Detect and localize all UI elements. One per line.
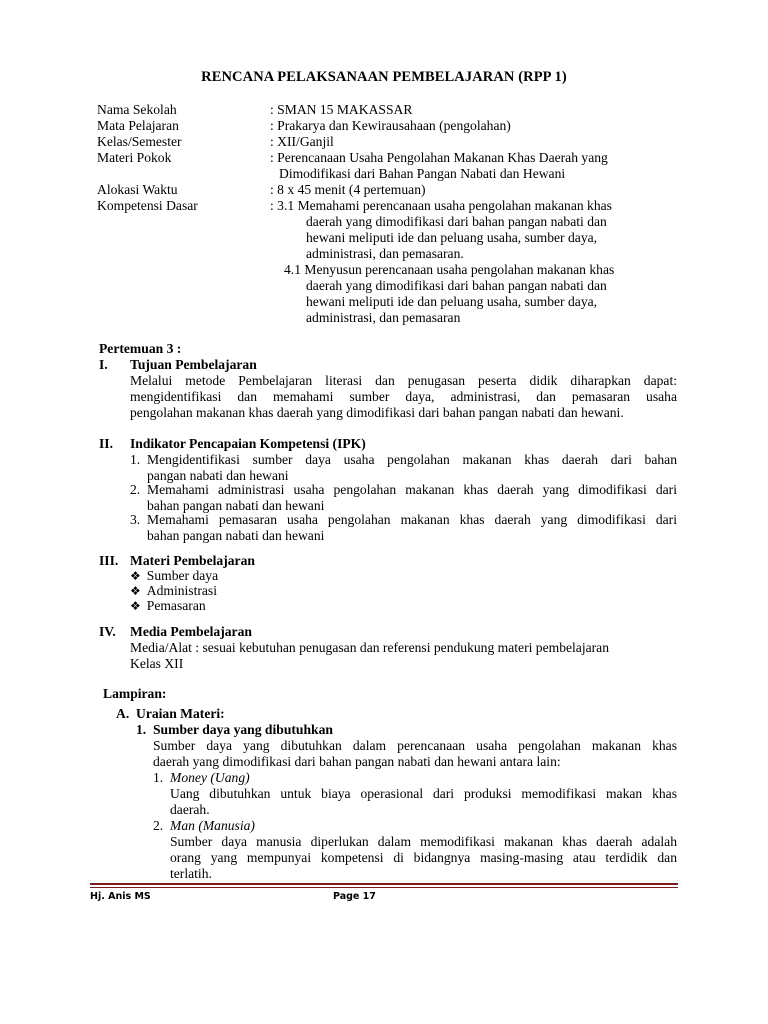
label-alokasi-waktu: Alokasi Waktu <box>97 182 178 197</box>
resource-title-man: Man (Manusia) <box>170 818 255 833</box>
list-item-line: Memahami pemasaran usaha pengolahan makanan khas daerah yang dimodifikasi dari <box>147 512 677 527</box>
paragraph-line: terlatih. <box>170 866 212 881</box>
value-kompetensi-dasar: : 3.1 Memahami perencanaan usaha pengolahan makanan khas <box>270 198 612 213</box>
resource-title-money: Money (Uang) <box>170 770 250 785</box>
footer-author: Hj. Anis MS <box>90 891 151 902</box>
value-kelas-semester: : XII/Ganjil <box>270 134 334 149</box>
bullet-item <box>130 583 217 599</box>
kd-line: hewani meliputi ide dan peluang usaha, sumber daya, <box>306 294 598 309</box>
label-kompetensi-dasar: Kompetensi Dasar <box>97 198 198 213</box>
section-number: III. <box>99 553 119 568</box>
list-number: 1. <box>130 452 141 467</box>
section-heading-materi: Materi Pembelajaran <box>130 553 255 568</box>
subsection-number: 1. <box>136 722 147 737</box>
paragraph-line: mengidentifikasi dan memahami sumber daya, administrasi, dan pemasaran usaha <box>130 389 677 404</box>
value-alokasi-waktu: : 8 x 45 menit (4 pertemuan) <box>270 182 426 197</box>
label-nama-sekolah: Nama Sekolah <box>97 102 177 117</box>
kd-line: administrasi, dan pemasaran <box>306 310 461 325</box>
list-number: 1. <box>153 770 164 785</box>
value-mata-pelajaran: : Prakarya dan Kewirausahaan (pengolahan) <box>270 118 511 133</box>
diamond-bullet-icon: ❖ <box>130 599 141 613</box>
value-materi-pokok-cont: Dimodifikasi dari Bahan Pangan Nabati dan Hewani <box>279 166 566 181</box>
list-item-line: Mengidentifikasi sumber daya usaha pengolahan makanan khas daerah dari bahan <box>147 452 677 467</box>
kd-line: daerah yang dimodifikasi dari bahan pangan nabati dan <box>306 214 607 229</box>
paragraph-line: daerah. <box>170 802 210 817</box>
list-item-line: bahan pangan nabati dan hewani <box>147 498 325 513</box>
paragraph-line: Kelas XII <box>130 656 184 671</box>
kd-line: daerah yang dimodifikasi dari bahan pangan nabati dan <box>306 278 607 293</box>
paragraph-line: Uang dibutuhkan untuk biaya operasional dari produksi memodifikasi makan khas <box>170 786 677 801</box>
value-materi-pokok: : Perencanaan Usaha Pengolahan Makanan Khas Daerah yang <box>270 150 608 165</box>
bullet-label: Pemasaran <box>146 598 206 613</box>
value-nama-sekolah: : SMAN 15 MAKASSAR <box>270 102 413 117</box>
appendix-heading: Uraian Materi: <box>136 706 225 721</box>
label-kelas-semester: Kelas/Semester <box>97 134 182 149</box>
bullet-item <box>130 598 206 614</box>
label-mata-pelajaran: Mata Pelajaran <box>97 118 179 133</box>
bullet-label: Sumber daya <box>146 568 219 583</box>
diamond-bullet-icon: ❖ <box>130 584 141 598</box>
paragraph-line: pengolahan makanan khas daerah yang dimodifikasi dari bahan pangan nabati dan hewani. <box>130 405 624 420</box>
document-title: RENCANA PELAKSANAAN PEMBELAJARAN (RPP 1) <box>201 69 567 85</box>
appendix-letter: A. <box>116 706 130 721</box>
subsection-heading: Sumber daya yang dibutuhkan <box>153 722 333 737</box>
section-number: IV. <box>99 624 116 639</box>
label-materi-pokok: Materi Pokok <box>97 150 172 165</box>
bullet-label: Administrasi <box>146 583 217 598</box>
kd-line: administrasi, dan pemasaran. <box>306 246 464 261</box>
section-heading-tujuan: Tujuan Pembelajaran <box>130 357 257 372</box>
diamond-bullet-icon: ❖ <box>130 569 141 583</box>
section-heading-ipk: Indikator Pencapaian Kompetensi (IPK) <box>130 436 366 451</box>
footer-divider-thin <box>90 887 678 888</box>
paragraph-line: Media/Alat : sesuai kebutuhan penugasan dan referensi pendukung materi pembelajaran <box>130 640 610 655</box>
paragraph-line: Sumber daya manusia diperlukan dalam memodifikasi makanan khas daerah adalah <box>170 834 677 849</box>
list-number: 3. <box>130 512 141 527</box>
list-number: 2. <box>153 818 164 833</box>
section-number: I. <box>99 357 108 372</box>
paragraph-line: orang yang mempunyai kompetensi di bidangnya masing-masing atau terdidik dan <box>170 850 677 865</box>
bullet-item <box>130 568 218 584</box>
footer-divider <box>90 883 678 885</box>
section-number: II. <box>99 436 113 451</box>
list-number: 2. <box>130 482 141 497</box>
kd-line: 4.1 Menyusun perencanaan usaha pengolahan makanan khas <box>284 262 615 277</box>
list-item-line: Memahami administrasi usaha pengolahan makanan khas daerah yang dimodifikasi dari <box>147 482 677 497</box>
list-item-line: pangan nabati dan hewani <box>147 468 289 483</box>
section-heading-media: Media Pembelajaran <box>130 624 252 639</box>
kd-line: hewani meliputi ide dan peluang usaha, sumber daya, <box>306 230 598 245</box>
list-item-line: bahan pangan nabati dan hewani <box>147 528 325 543</box>
meeting-heading: Pertemuan 3 : <box>99 341 182 356</box>
paragraph-line: Melalui metode Pembelajaran literasi dan penugasan peserta didik diharapkan dapat: <box>130 373 677 388</box>
paragraph-line: Sumber daya yang dibutuhkan dalam perencanaan usaha pengolahan makanan khas <box>153 738 677 753</box>
paragraph-line: daerah yang dimodifikasi dari bahan pangan nabati dan hewani antara lain: <box>153 754 561 769</box>
lampiran-heading: Lampiran: <box>103 686 167 701</box>
footer-page-number: Page 17 <box>333 891 376 902</box>
